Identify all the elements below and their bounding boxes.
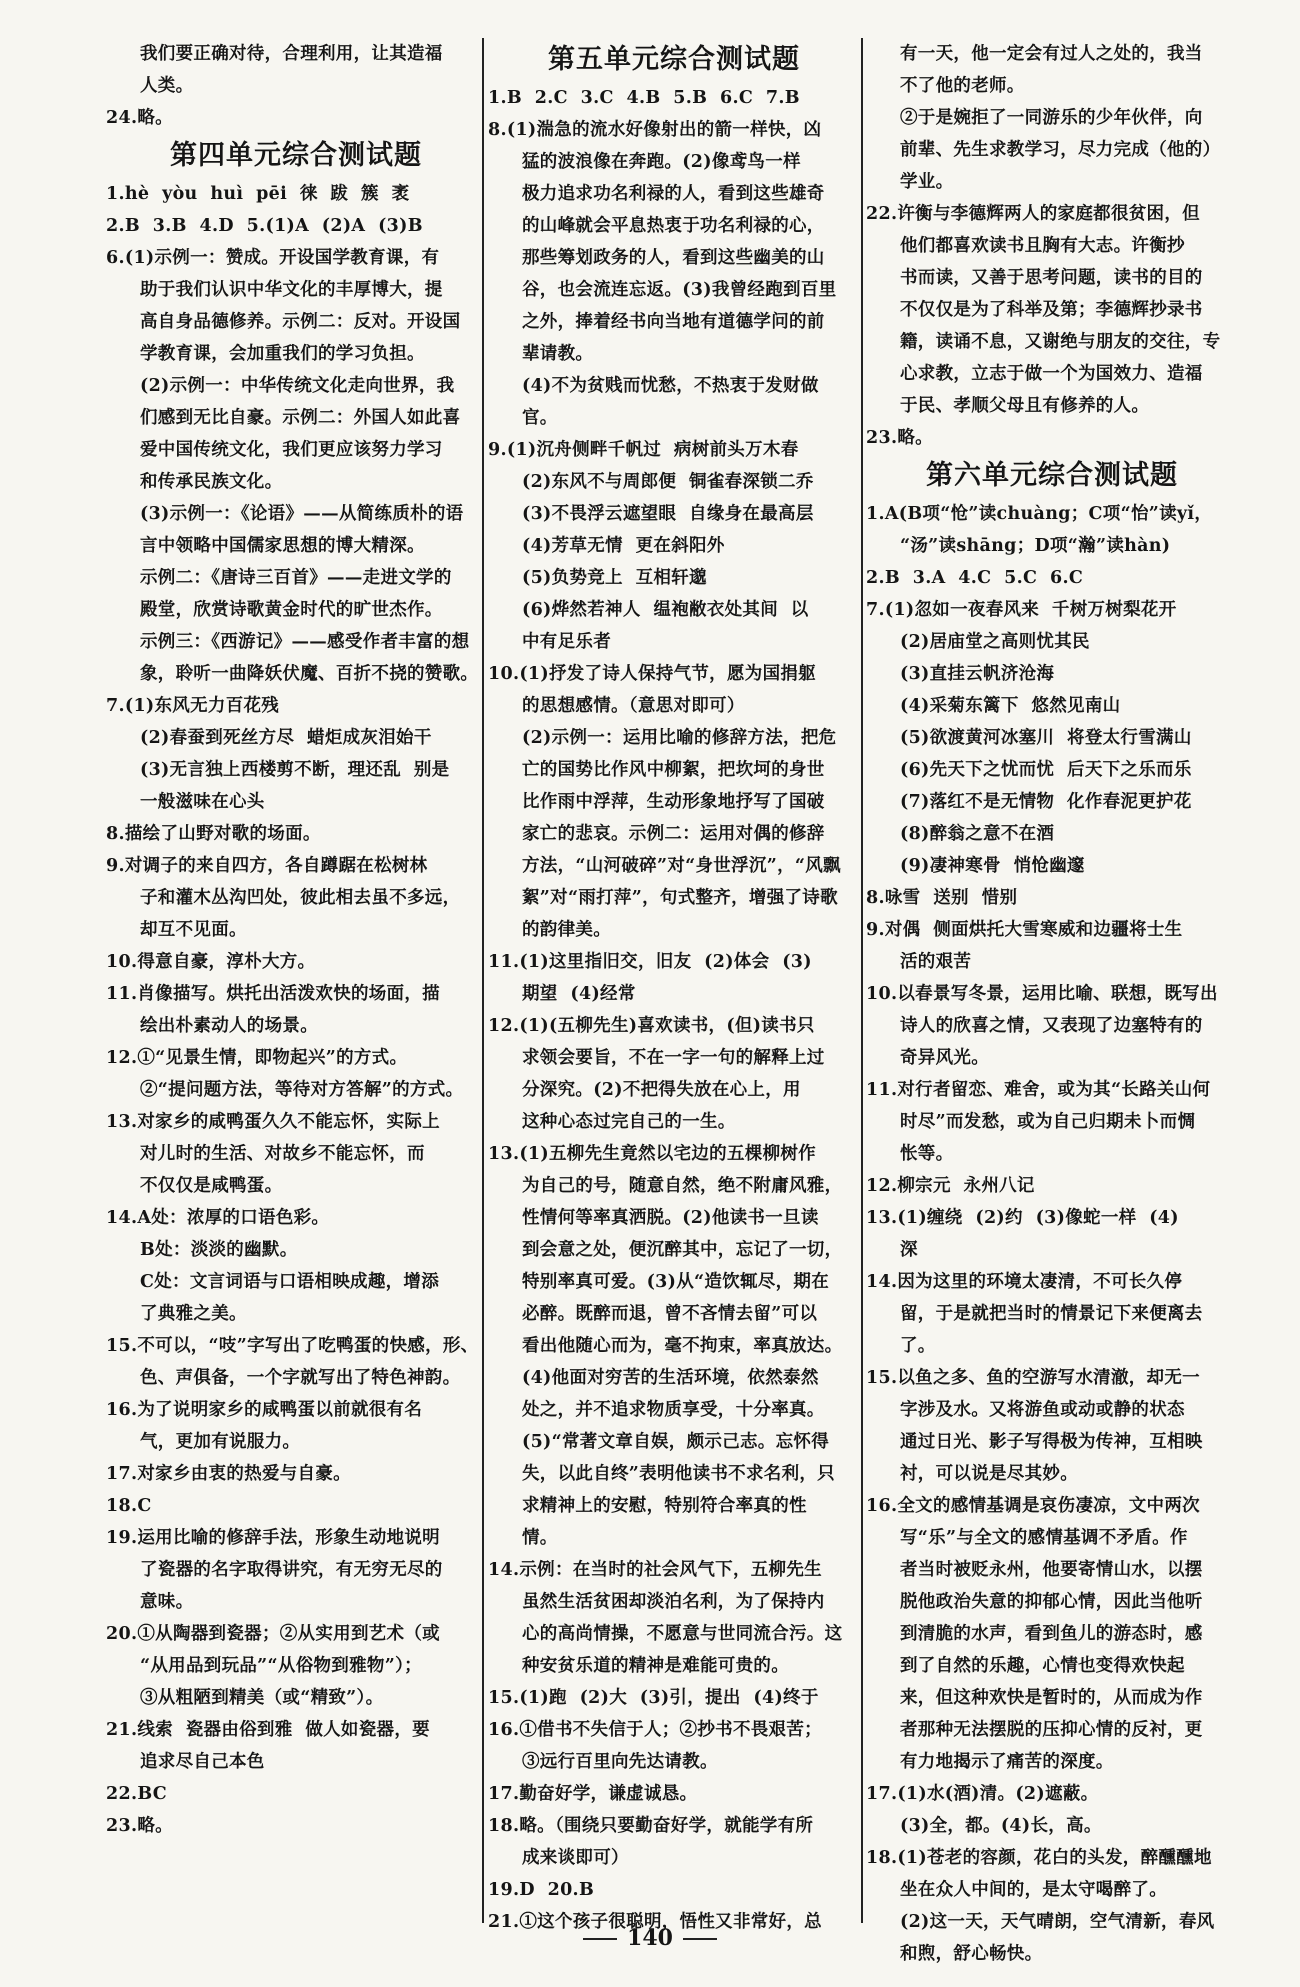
- column-divider: [482, 38, 484, 1923]
- answer-line: 到会意之处，便沉醉其中，忘记了一切，: [522, 1240, 843, 1260]
- answer-line: 分深究。(2)不把得失放在心上，用: [522, 1080, 801, 1100]
- answer-line: 了瓷器的名字取得讲究，有无穷无尽的: [140, 1560, 443, 1580]
- answer-line: (4)他面对穷苦的生活环境，依然泰然: [522, 1368, 819, 1388]
- answer-line: 21.①这个孩子很聪明，悟性又非常好，总: [488, 1912, 822, 1932]
- answer-line: 为自己的号，随意自然，绝不附庸风雅，: [522, 1176, 843, 1196]
- answer-line: 者那种无法摆脱的压抑心情的反衬，更: [900, 1720, 1203, 1740]
- answer-line: “汤”读shāng；D项“瀚”读hàn): [900, 536, 1171, 556]
- answer-line: 活的艰苦: [900, 952, 972, 972]
- answer-line: 我们要正确对待，合理利用，让其造福: [140, 44, 443, 64]
- answer-line: 籍，读诵不息，又谢绝与朋友的交往，专: [900, 332, 1221, 352]
- answer-line: 17.勤奋好学，谦虚诚恳。: [488, 1784, 698, 1804]
- answer-line: 成来谈即可）: [522, 1848, 629, 1868]
- answer-line: 有力地揭示了痛苦的深度。: [900, 1752, 1114, 1772]
- answer-column-left: [106, 38, 486, 1842]
- answer-line: (3)无言独上西楼剪不断，理还乱 别是: [140, 760, 450, 780]
- answer-line: 有一天，他一定会有过人之处的，我当: [900, 44, 1203, 64]
- answer-line: (5)欲渡黄河冰塞川 将登太行雪满山: [900, 728, 1192, 748]
- answer-line: 10.得意自豪，淳朴大方。: [106, 952, 316, 972]
- answer-line: 16.全文的感情基调是哀伤凄凉，文中两次: [866, 1496, 1200, 1516]
- section-heading: 第五单元综合测试题: [548, 44, 800, 75]
- answer-line: 书而读，又善于思考问题，读书的目的: [900, 268, 1203, 288]
- answer-line: 16.①借书不失信于人；②抄书不畏艰苦；: [488, 1720, 822, 1740]
- answer-line: 21.线索 瓷器由俗到雅 做人如瓷器，要: [106, 1720, 430, 1740]
- answer-line: 中有足乐者: [522, 632, 611, 652]
- answer-line: 了典雅之美。: [140, 1304, 247, 1324]
- answer-line: 猛的波浪像在奔跑。(2)像鸢鸟一样: [522, 152, 801, 172]
- answer-line: 11.(1)这里指旧交，旧友 (2)体会 (3): [488, 952, 812, 972]
- answer-line: 15.不可以，“吱”字写出了吃鸭蛋的快感，形、: [106, 1336, 479, 1356]
- answer-line: (2)东风不与周郎便 铜雀春深锁二乔: [522, 472, 814, 492]
- answer-line: 这种心态过完自己的一生。: [522, 1112, 736, 1132]
- answer-line: 7.(1)忽如一夜春风来 千树万树梨花开: [866, 600, 1177, 620]
- answer-line: 奇异风光。: [900, 1048, 989, 1068]
- answer-line: (5)负势竞上 互相轩邈: [522, 568, 707, 588]
- answer-line: 却互不见面。: [140, 920, 247, 940]
- answer-line: 不了他的老师。: [900, 76, 1025, 96]
- answer-line: 1.B 2.C 3.C 4.B 5.B 6.C 7.B: [488, 88, 800, 108]
- answer-line: 坐在众人中间的，是太守喝醉了。: [900, 1880, 1167, 1900]
- answer-line: 2.B 3.B 4.D 5.(1)A (2)A (3)B: [106, 216, 423, 236]
- answer-line: 10.(1)抒发了诗人保持气节，愿为国捐躯: [488, 664, 816, 684]
- answer-line: (4)采菊东篱下 悠然见南山: [900, 696, 1121, 716]
- answer-line: “从用品到玩品”“从俗物到雅物”）；: [140, 1656, 422, 1676]
- answer-line: (6)先天下之忧而忧 后天下之乐而乐: [900, 760, 1192, 780]
- answer-line: 求精神上的安慰，特别符合率真的性: [522, 1496, 807, 1516]
- answer-line: 们感到无比自豪。示例二：外国人如此喜: [140, 408, 461, 428]
- answer-line: 23.略。: [866, 428, 933, 448]
- answer-line: 到了自然的乐趣，心情也变得欢快起: [900, 1656, 1185, 1676]
- answer-line: 气，更加有说服力。: [140, 1432, 301, 1452]
- answer-line: 的思想感情。（意思对即可）: [522, 696, 745, 716]
- answer-line: 处之，并不追求物质享受，十分率真。: [522, 1400, 825, 1420]
- answer-line: 24.略。: [106, 108, 173, 128]
- answer-line: 学教育课，会加重我们的学习负担。: [140, 344, 425, 364]
- answer-line: 谷，也会流连忘返。(3)我曾经跑到百里: [522, 280, 837, 300]
- answer-line: 言中领略中国儒家思想的博大精深。: [140, 536, 425, 556]
- answer-line: 9.对偶 侧面烘托大雪寒威和边疆将士生: [866, 920, 1183, 940]
- answer-line: 13.(1)缠绕 (2)约 (3)像蛇一样 (4): [866, 1208, 1179, 1228]
- answer-line: 深: [900, 1240, 918, 1260]
- answer-line: 11.肖像描写。烘托出活泼欢快的场面，描: [106, 984, 440, 1004]
- answer-line: 14.A处：浓厚的口语色彩。: [106, 1208, 330, 1228]
- answer-line: 11.对行者留恋、难舍，或为其“长路关山何: [866, 1080, 1211, 1100]
- answer-line: 16.为了说明家乡的咸鸭蛋以前就很有名: [106, 1400, 423, 1420]
- answer-line: 助于我们认识中华文化的丰厚博大，提: [140, 280, 443, 300]
- answer-line: 高自身品德修养。示例二：反对。开设国: [140, 312, 461, 332]
- answer-line: 20.①从陶器到瓷器；②从实用到艺术（或: [106, 1624, 440, 1644]
- answer-line: 心求教，立志于做一个为国效力、造福: [900, 364, 1203, 384]
- answer-line: 殿堂，欣赏诗歌黄金时代的旷世杰作。: [140, 600, 443, 620]
- answer-line: 19.运用比喻的修辞手法，形象生动地说明: [106, 1528, 440, 1548]
- answer-line: 12.①“见景生情，即物起兴”的方式。: [106, 1048, 408, 1068]
- answer-line: 色、声俱备，一个字就写出了特色神韵。: [140, 1368, 461, 1388]
- answer-line: (6)烨然若神人 缊袍敝衣处其间 以: [522, 600, 809, 620]
- answer-line: 了。: [900, 1336, 936, 1356]
- answer-column-middle: [488, 38, 860, 1938]
- answer-line: 写“乐”与全文的感情基调不矛盾。作: [900, 1528, 1188, 1548]
- answer-line: 者当时被贬永州，他要寄情山水，以摆: [900, 1560, 1203, 1580]
- page-number-text: 140: [627, 1925, 673, 1951]
- answer-line: 追求尽自己本色: [140, 1752, 265, 1772]
- answer-line: 22.BC: [106, 1784, 167, 1804]
- answer-line: 种安贫乐道的精神是难能可贵的。: [522, 1656, 789, 1676]
- answer-line: 绘出朴素动人的场景。: [140, 1016, 318, 1036]
- answer-line: 9.(1)沉舟侧畔千帆过 病树前头万木春: [488, 440, 799, 460]
- answer-line: ②“提问题方法，等待对方答解”的方式。: [140, 1080, 464, 1100]
- answer-line: 8.(1)湍急的流水好像射出的箭一样快，凶: [488, 120, 822, 140]
- answer-line: 通过日光、影子写得极为传神，互相映: [900, 1432, 1203, 1452]
- answer-line: 示例三：《西游记》——感受作者丰富的想: [140, 632, 470, 652]
- answer-line: 对儿时的生活、对故乡不能忘怀，而: [140, 1144, 425, 1164]
- answer-line: 性情何等率真洒脱。(2)他读书一旦读: [522, 1208, 819, 1228]
- answer-line: 絮”对“雨打萍”，句式整齐，增强了诗歌: [522, 888, 838, 908]
- answer-line: (2)示例一：运用比喻的修辞方法，把危: [522, 728, 837, 748]
- answer-line: ③从粗陋到精美（或“精致”）。: [140, 1688, 384, 1708]
- answer-line: (4)不为贫贱而忧愁，不热衷于发财做: [522, 376, 819, 396]
- answer-line: 和传承民族文化。: [140, 472, 283, 492]
- answer-line: 17.对家乡由衷的热爱与自豪。: [106, 1464, 351, 1484]
- answer-line: 18.C: [106, 1496, 152, 1516]
- answer-column-right: [866, 38, 1238, 1970]
- answer-line: 一般滋味在心头: [140, 792, 265, 812]
- answer-line: ②于是婉拒了一同游乐的少年伙伴，向: [900, 108, 1203, 128]
- answer-line: 意味。: [140, 1592, 194, 1612]
- answer-line: (8)醉翁之意不在酒: [900, 824, 1055, 844]
- answer-line: 6.(1)示例一：赞成。开设国学教育课，有: [106, 248, 440, 268]
- answer-line: 辈请教。: [522, 344, 594, 364]
- section-heading: 第四单元综合测试题: [170, 140, 422, 171]
- answer-line: 12.柳宗元 永州八记: [866, 1176, 1035, 1196]
- answer-line: 象，聆听一曲降妖伏魔、百折不挠的赞歌。: [140, 664, 479, 684]
- answer-line: 的山峰就会平息热衷于功名利禄的心，: [522, 216, 825, 236]
- answer-line: 14.因为这里的环境太凄清，不可长久停: [866, 1272, 1183, 1292]
- answer-line: 必醉。既醉而退，曾不吝情去留”可以: [522, 1304, 818, 1324]
- answer-line: 爱中国传统文化，我们更应该努力学习: [140, 440, 443, 460]
- answer-line: 失，以此自终”表明他读书不求名利，只: [522, 1464, 835, 1484]
- answer-line: 他们都喜欢读书且胸有大志。许衡抄: [900, 236, 1185, 256]
- answer-line: 22.许衡与李德辉两人的家庭都很贫困，但: [866, 204, 1200, 224]
- answer-line: 学业。: [900, 172, 954, 192]
- answer-line: 亡的国势比作风中柳絮，把坎坷的身世: [522, 760, 825, 780]
- answer-line: 示例二：《唐诗三百首》——走进文学的: [140, 568, 452, 588]
- answer-line: (4)芳草无情 更在斜阳外: [522, 536, 725, 556]
- answer-line: C处：文言词语与口语相映成趣，增添: [140, 1272, 440, 1292]
- answer-line: 情。: [522, 1528, 558, 1548]
- answer-line: 特别率真可爱。(3)从“造饮辄尽，期在: [522, 1272, 830, 1292]
- answer-line: 脱他政治失意的抑郁心情，因此当他听: [900, 1592, 1203, 1612]
- answer-line: 不仅仅是为了科举及第；李德辉抄录书: [900, 300, 1203, 320]
- answer-line: 13.(1)五柳先生竟然以宅边的五棵柳树作: [488, 1144, 816, 1164]
- answer-line: 留，于是就把当时的情景记下来便离去: [900, 1304, 1203, 1324]
- answer-line: 13.对家乡的咸鸭蛋久久不能忘怀，实际上: [106, 1112, 440, 1132]
- column-divider: [861, 38, 863, 1923]
- answer-line: 求领会要旨，不在一字一句的解释上过: [522, 1048, 825, 1068]
- answer-line: (2)这一天，天气晴朗，空气清新，春风: [900, 1912, 1215, 1932]
- answer-line: B处：淡淡的幽默。: [140, 1240, 298, 1260]
- answer-line: 15.以鱼之多、鱼的空游写水清澈，却无一: [866, 1368, 1200, 1388]
- answer-line: 诗人的欣喜之情，又表现了边塞特有的: [900, 1016, 1203, 1036]
- answer-line: 的韵律美。: [522, 920, 611, 940]
- answer-line: (3)示例一：《论语》——从简练质朴的语: [140, 504, 464, 524]
- answer-line: (3)直挂云帆济沧海: [900, 664, 1055, 684]
- answer-line: 15.(1)跑 (2)大 (3)引，提出 (4)终于: [488, 1688, 819, 1708]
- answer-line: (3)不畏浮云遮望眼 自缘身在最高层: [522, 504, 814, 524]
- answer-line: 时尽”而发愁，或为自己归期未卜而惆: [900, 1112, 1196, 1132]
- answer-line: 字涉及水。又将游鱼或动或静的状态: [900, 1400, 1185, 1420]
- answer-line: (5)“常著文章自娱，颇示己志。忘怀得: [522, 1432, 830, 1452]
- answer-line: 怅等。: [900, 1144, 954, 1164]
- answer-line: 1.A(B项“怆”读chuàng；C项“怡”读yǐ，: [866, 504, 1213, 524]
- answer-line: 期望 (4)经常: [522, 984, 636, 1004]
- answer-line: (2)春蚕到死丝方尽 蜡炬成灰泪始干: [140, 728, 432, 748]
- answer-line: (7)落红不是无情物 化作春泥更护花: [900, 792, 1192, 812]
- answer-line: 之外，捧着经书向当地有道德学问的前: [522, 312, 825, 332]
- answer-line: 心的高尚情操，不愿意与世同流合污。这: [522, 1624, 843, 1644]
- answer-line: 官。: [522, 408, 558, 428]
- answer-line: 2.B 3.A 4.C 5.C 6.C: [866, 568, 1084, 588]
- answer-line: 8.咏雪 送别 惜别: [866, 888, 1018, 908]
- answer-line: 7.(1)东风无力百花残: [106, 696, 280, 716]
- answer-line: 18.略。（围绕只要勤奋好学，就能学有所: [488, 1816, 814, 1836]
- answer-line: 12.(1)(五柳先生)喜欢读书，(但)读书只: [488, 1016, 815, 1036]
- answer-line: 18.(1)苍老的容颜，花白的头发，醉醺醺地: [866, 1848, 1212, 1868]
- section-heading: 第六单元综合测试题: [926, 460, 1178, 491]
- answer-line: 9.对调子的来自四方，各自蹲踞在松树林: [106, 856, 428, 876]
- answer-line: 家亡的悲哀。示例二：运用对偶的修辞: [522, 824, 825, 844]
- answer-line: 10.以春景写冬景，运用比喻、联想，既写出: [866, 984, 1218, 1004]
- answer-line: 方法，“山河破碎”对“身世浮沉”，“风飘: [522, 856, 841, 876]
- answer-line: 17.(1)水(酒)清。(2)遮蔽。: [866, 1784, 1099, 1804]
- answer-line: 于民、孝顺父母且有修养的人。: [900, 396, 1150, 416]
- page-number: [0, 1925, 1300, 1951]
- answer-line: 14.示例：在当时的社会风气下，五柳先生: [488, 1560, 822, 1580]
- answer-line: (2)示例一：中华传统文化走向世界，我: [140, 376, 455, 396]
- answer-line: 子和灌木丛沟凹处，彼此相去虽不多远，: [140, 888, 461, 908]
- answer-line: 比作雨中浮萍，生动形象地抒写了国破: [522, 792, 825, 812]
- answer-line: 23.略。: [106, 1816, 173, 1836]
- answer-line: 那些筹划政务的人，看到这些幽美的山: [522, 248, 825, 268]
- answer-line: (2)居庙堂之高则忧其民: [900, 632, 1090, 652]
- answer-line: ③远行百里向先达请教。: [522, 1752, 718, 1772]
- answer-line: 不仅仅是咸鸭蛋。: [140, 1176, 283, 1196]
- answer-line: 来，但这种欢快是暂时的，从而成为作: [900, 1688, 1203, 1708]
- answer-line: 19.D 20.B: [488, 1880, 595, 1900]
- answer-line: (9)凄神寒骨 悄怆幽邃: [900, 856, 1085, 876]
- answer-line: 和煦，舒心畅快。: [900, 1944, 1043, 1964]
- answer-line: 1.hè yòu huì pēi 徕 跋 簇 袤: [106, 184, 410, 204]
- answer-line: (3)全，都。(4)长，高。: [900, 1816, 1102, 1836]
- answer-line: 前辈、先生求教学习，尽力完成（他的）: [900, 140, 1221, 160]
- answer-line: 到清脆的水声，看到鱼儿的游态时，感: [900, 1624, 1203, 1644]
- answer-line: 看出他随心而为，毫不拘束，率真放达。: [522, 1336, 843, 1356]
- answer-line: 衬，可以说是尽其妙。: [900, 1464, 1078, 1484]
- answer-line: 虽然生活贫困却淡泊名利，为了保持内: [522, 1592, 825, 1612]
- answer-line: 8.描绘了山野对歌的场面。: [106, 824, 321, 844]
- answer-line: 极力追求功名利禄的人，看到这些雄奇: [522, 184, 825, 204]
- answer-line: 人类。: [140, 76, 194, 96]
